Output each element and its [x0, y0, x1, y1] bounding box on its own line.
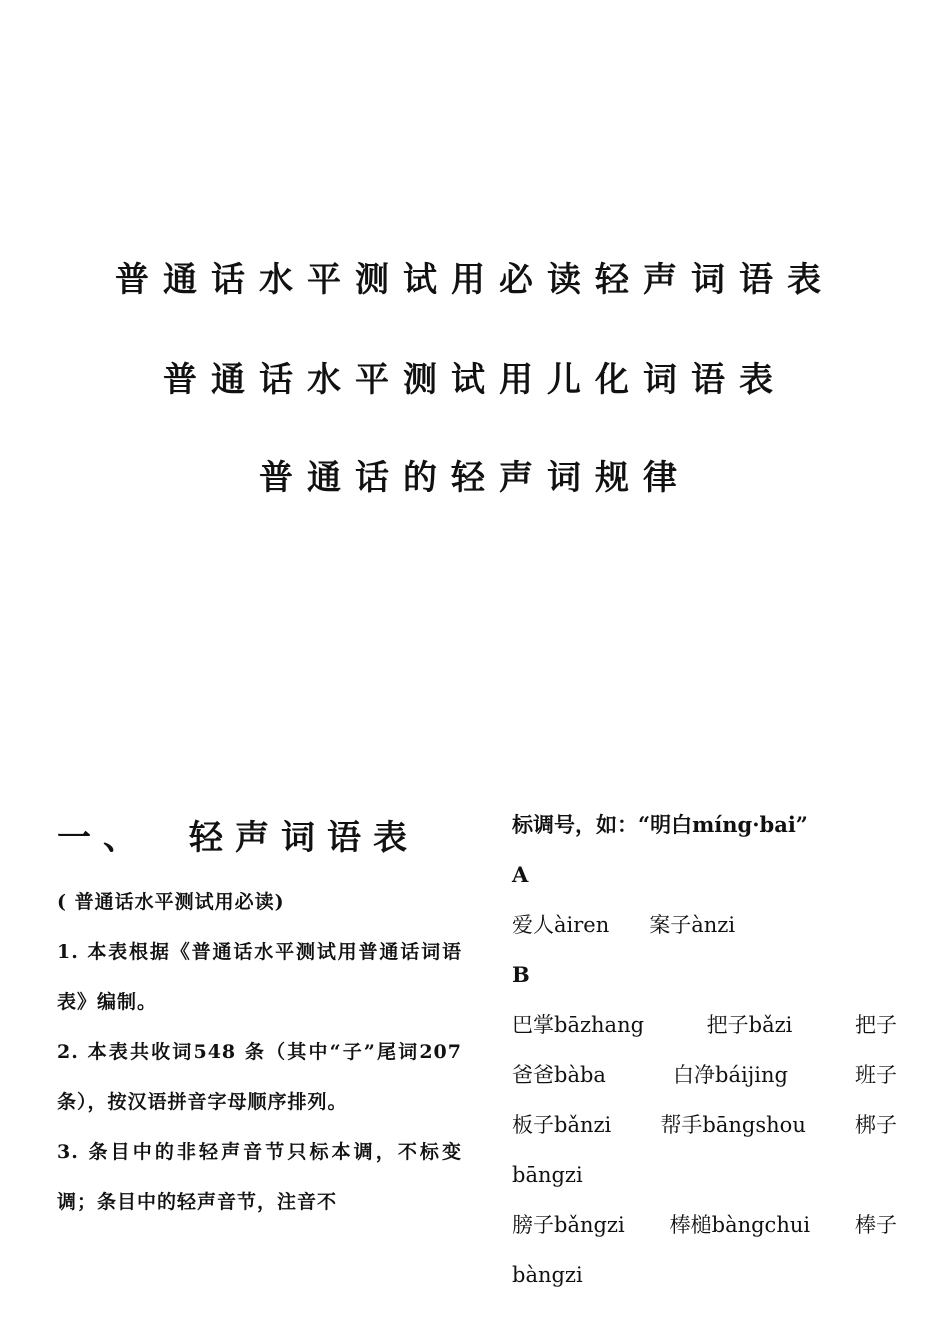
word-entry: 班子	[855, 1063, 897, 1087]
word-entry: 帮手bāngshou	[660, 1113, 806, 1137]
main-title-light-tone: 普通话水平测试用必读轻声词语表	[115, 260, 835, 300]
word-entry: 板子bǎnzi	[512, 1113, 612, 1137]
section-number: 一、	[57, 818, 149, 858]
word-row-b1	[512, 1000, 897, 1050]
left-column	[57, 810, 462, 1227]
word-row-b3-continuation: bāngzi	[512, 1163, 583, 1187]
word-entry: 梆子	[855, 1113, 897, 1137]
word-entry: 白净báijing	[673, 1063, 788, 1087]
word-row-b4	[512, 1200, 897, 1250]
word-row-b3	[512, 1100, 897, 1150]
note-3: 3. 条目中的非轻声音节只标本调，不标变调；条目中的轻声音节，注音不	[57, 1141, 462, 1213]
right-column	[512, 800, 897, 1300]
word-row-b4-continuation: bàngzi	[512, 1263, 583, 1287]
word-entry: 爸爸bàba	[512, 1063, 606, 1087]
note-1: 1. 本表根据《普通话水平测试用普通话词语表》编制。	[57, 941, 462, 1013]
section-subtitle: ( 普通话水平测试用必读)	[57, 891, 285, 913]
word-entry: 巴掌bāzhang	[512, 1013, 645, 1037]
word-row-b2	[512, 1050, 897, 1100]
letter-heading-a: A	[512, 862, 529, 887]
word-entry: 把子	[854, 1013, 897, 1037]
letter-heading-b: B	[512, 962, 530, 987]
note-continuation: 标调号，如：“明白míng·bai”	[512, 812, 808, 837]
note-2: 2. 本表共收词548 条（其中“子”尾词207 条），按汉语拼音字母顺序排列。	[57, 1041, 462, 1113]
word-entry: 棒子	[855, 1213, 897, 1237]
main-title-rules: 普通话的轻声词规律	[259, 458, 691, 498]
word-entry: 爱人àiren	[512, 913, 610, 937]
word-row-a	[512, 900, 897, 950]
word-entry: 把子bǎzi	[706, 1013, 793, 1037]
word-entry: 棒槌bàngchui	[669, 1213, 811, 1237]
word-entry: 案子ànzi	[649, 913, 736, 937]
section-heading	[57, 810, 462, 859]
word-entry: 膀子bǎngzi	[512, 1213, 625, 1237]
main-title-erhua: 普通话水平测试用儿化词语表	[163, 360, 787, 400]
section-title: 轻声词语表	[189, 818, 419, 858]
